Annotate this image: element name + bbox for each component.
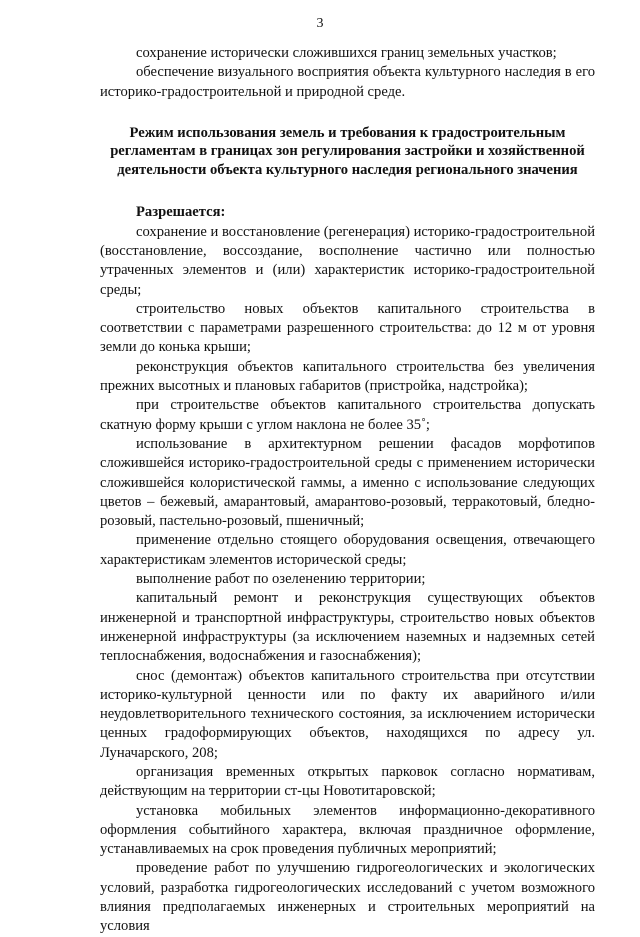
document-body bbox=[100, 44, 595, 937]
allowed-item: реконструкция объектов капитального строительства без увеличения прежних высотных и плановых габаритов (пристройка, надстройка); bbox=[100, 358, 595, 395]
allowed-item: сохранение и восстановление (регенерация) историко-градостроительной (восстановление, воссоздание, восполнение частично или полностью утраченных элементов и (или) характеристик историко-градостроительной среды; bbox=[100, 223, 595, 298]
allowed-item: применение отдельно стоящего оборудования освещения, отвечающего характеристикам элементов исторической среды; bbox=[100, 532, 595, 568]
intro-paragraph: обеспечение визуального восприятия объекта культурного наследия в его историко-градостроительной и природной среде. bbox=[100, 64, 595, 100]
allowed-item: строительство новых объектов капитального строительства в соответствии с параметрами разрешенного строительства: до 12 м от уровня земли до конька крыши; bbox=[100, 300, 595, 356]
allowed-item: капитальный ремонт и реконструкция существующих объектов инженерной и транспортной инфраструктуры, строительство новых объектов инженерной инфраструктуры (за исключением наземных и надземных сетей теплоснабжения, водоснабжения и газоснабжения); bbox=[100, 590, 595, 665]
allowed-item: использование в архитектурном решении фасадов морфотипов сложившейся историко-градостроительной среды с применением исторически сложившейся колористической гаммы, а именно с использование следующих цветов – бежевый, амарантовый, амарантово-розовый, терракотовый, бледно-розовый, пастельно-розовый, пшеничный; bbox=[100, 435, 595, 530]
intro-paragraph: сохранение исторически сложившихся границ земельных участков; bbox=[136, 45, 557, 61]
allowed-item: выполнение работ по озеленению территории; bbox=[136, 571, 426, 588]
allowed-item: проведение работ по улучшению гидрогеологических и экологических условий, разработка гидрогеологических исследований с учетом возможного влияния предполагаемых инженерных и строительных мероприятий на условия bbox=[100, 860, 595, 935]
allowed-item: снос (демонтаж) объектов капитального строительства при отсутствии историко-культурной ценности или по факту их аварийного и/или неудовлетворительного технического состояния, за исключением исторически ценных градоформирующих объектов, находящихся по адресу ул. Луначарского, 208; bbox=[100, 667, 595, 761]
allowed-heading: Разрешается: bbox=[136, 204, 226, 221]
allowed-item: организация временных открытых парковок согласно нормативам, действующим на территории ст-цы Новотитаровской; bbox=[100, 764, 595, 800]
page-number: 3 bbox=[316, 16, 324, 31]
allowed-item: при строительстве объектов капитального строительства допускать скатную форму крыши с углом наклона не более 35˚; bbox=[100, 397, 595, 433]
section-heading: Режим использования земель и требования к градостроительным регламентам в границах зон регулирования застройки и хозяйственной деятельности объекта культурного наследия регионального значения bbox=[110, 124, 585, 178]
allowed-item: установка мобильных элементов информационно-декоративного оформления событийного характера, включая праздничное оформление, устанавливаемых на срок проведения публичных мероприятий; bbox=[100, 802, 595, 858]
